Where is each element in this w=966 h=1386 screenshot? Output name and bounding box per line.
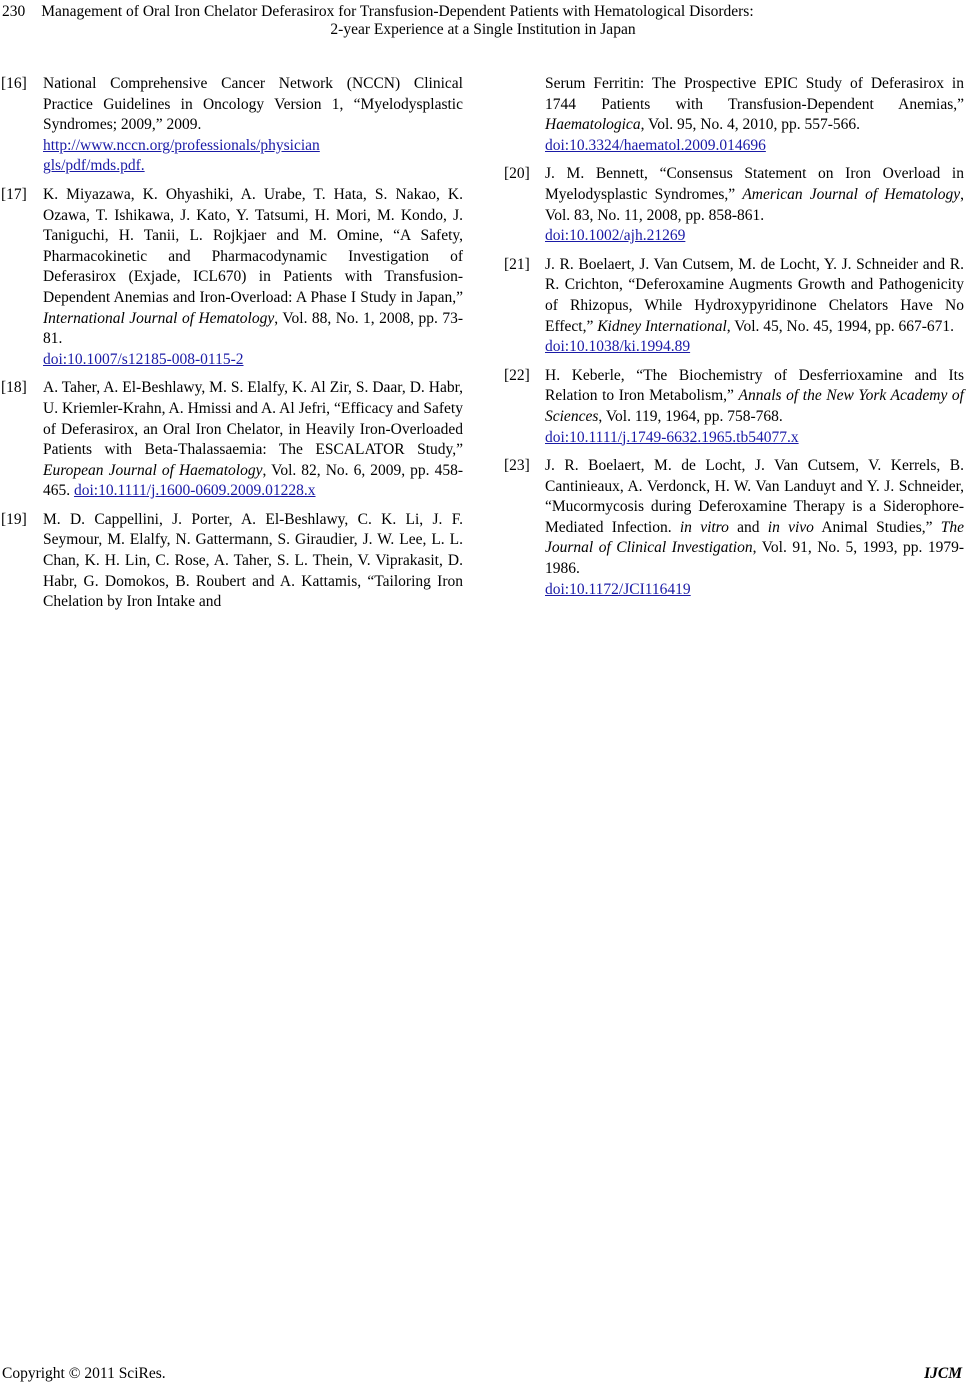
italic-term: in vivo — [767, 518, 814, 536]
journal-name: International Journal of Hematology — [43, 309, 275, 327]
running-title-line-2: 2-year Experience at a Single Institution in Japan — [330, 21, 636, 38]
reference-number: [16] — [1, 75, 27, 92]
right-column — [504, 74, 964, 608]
reference-text: A. Taher, A. El-Beshlawy, M. S. Elalfy, K. Al Zir, S. Daar, D. Habr, U. Kriemler-Krahn, A. Hmissi and A. Al Jefri, “Efficacy and Safety of Deferasirox, an Oral Iron Chelator, in Heavily Iron-Overloaded Patients with Beta-Thalassaemia: The ESCALATOR Study,” European Journal of Haematology, Vol. 82, No. 6, 2009, pp. 458-465. doi:10.1111/j.1600-0609.2009.01228.x — [43, 379, 464, 500]
reference-url-link[interactable]: http://www.nccn.org/professionals/physician — [43, 136, 320, 154]
reference-22 — [504, 366, 964, 448]
page-number: 230 — [2, 3, 26, 20]
reference-text: H. Keberle, “The Biochemistry of Desferrioxamine and Its Relation to Iron Metabolism,” Annals of the New York Academy of Sciences, Vol. 119, 1964, pp. 758-768. doi:10.1111/j.1749-6632.1965.tb54077.x — [545, 366, 964, 448]
reference-18 — [0, 378, 463, 502]
doi-link[interactable]: doi:10.1038/ki.1994.89 — [545, 338, 691, 356]
reference-number: [22] — [504, 366, 530, 384]
journal-name: Annals of the New York Academy of Sciences — [545, 387, 964, 425]
journal-name: The Journal of Clinical Investigation — [545, 518, 964, 557]
journal-name: Haematologica — [545, 116, 641, 134]
reference-19-continued — [504, 74, 964, 156]
reference-16 — [0, 74, 463, 177]
doi-link[interactable]: doi:10.1111/j.1749-6632.1965.tb54077.x — [545, 428, 799, 446]
reference-url-link-continued[interactable]: gls/pdf/mds.pdf. — [43, 157, 145, 175]
reference-text: J. R. Boelaert, M. de Locht, J. Van Cutsem, V. Kerrels, B. Cantinieaux, A. Verdonck, H. W. Van Landuyt and Y. J. Schneider, “Mucormycosis during Deferoxamine Therapy is a Siderophore-Mediated Infection. in vitro and in vivo Animal Studies,” The Journal of Clinical Investigation, Vol. 91, No. 5, 1993, pp. 1979-1986. doi:10.1172/JCI116419 — [545, 456, 964, 600]
left-column — [0, 74, 463, 621]
reference-number: [17] — [1, 185, 27, 203]
reference-20 — [504, 164, 964, 246]
reference-19 — [0, 510, 463, 613]
reference-text: National Comprehensive Cancer Network (NCCN) Clinical Practice Guidelines in Oncology Version 1, “Myelodysplastic Syndromes; 2009,” 2009. http://www.nccn.org/professionals/physician gls/pdf/mds.pdf. — [43, 74, 463, 177]
journal-abbreviation: IJCM — [924, 1365, 962, 1382]
reference-number: [21] — [504, 255, 530, 273]
reference-text: J. M. Bennett, “Consensus Statement on Iron Overload in Myelodysplastic Syndromes,” American Journal of Hematology, Vol. 83, No. 11, 2008, pp. 858-861. doi:10.1002/ajh.21269 — [545, 164, 964, 246]
reference-23 — [504, 456, 964, 600]
reference-text: J. R. Boelaert, J. Van Cutsem, M. de Locht, Y. J. Schneider and R. R. Crichton, “Deferoxamine Augments Growth and Pathogenicity of Rhizopus, While Hydroxypyridinone Chelators Have No Effect,” Kidney International, Vol. 45, No. 45, 1994, pp. 667-671. doi:10.1038/ki.1994.89 — [545, 255, 964, 358]
doi-link[interactable]: doi:10.1002/ajh.21269 — [545, 227, 686, 245]
reference-text: Serum Ferritin: The Prospective EPIC Study of Deferasirox in 1744 Patients with Transfusion-Dependent Anemias,” Haematologica, Vol. 95, No. 4, 2010, pp. 557-566. doi:10.3324/haematol.2009.014696 — [545, 74, 964, 156]
reference-text: M. D. Cappellini, J. Porter, A. El-Beshlawy, C. K. Li, J. F. Seymour, M. Elalfy, N. Gattermann, S. Giraudier, J. W. Lee, L. L. Chan, K. H. Lin, C. Rose, A. Taher, S. L. Thein, V. Viprakasit, D. Habr, G. Domokos, B. Roubert and A. Kattamis, “Tailoring Iron Chelation by Iron Intake and — [43, 510, 463, 611]
reference-17 — [0, 185, 463, 370]
journal-name: Kidney International — [597, 317, 727, 335]
journal-name: European Journal of Haematology — [43, 461, 263, 479]
reference-text: K. Miyazawa, K. Ohyashiki, A. Urabe, T. Hata, S. Nakao, K. Ozawa, T. Ishikawa, J. Kato, Y. Tatsumi, H. Mori, M. Kondo, J. Taniguchi, H. Tanii, L. Rojkjaer and M. Omine, “A Safety, Pharmacokinetic and Pharmacodynamic Investigation of Deferasirox (Exjade, ICL670) in Patients with Transfusion-Dependent Anemias and Iron-Overload: A Phase I Study in Japan,” International Journal of Hematology, Vol. 88, No. 1, 2008, pp. 73-81. doi:10.1007/s12185-008-0115-2 — [43, 185, 463, 370]
reference-number: [20] — [504, 165, 530, 183]
doi-link[interactable]: doi:10.1172/JCI116419 — [545, 580, 691, 598]
doi-link[interactable]: doi:10.1111/j.1600-0609.2009.01228.x — [74, 482, 316, 500]
italic-term: in vitro — [679, 518, 729, 536]
reference-number: [18] — [1, 379, 27, 397]
reference-21 — [504, 255, 964, 358]
journal-name: American Journal of Hematology — [742, 185, 961, 203]
doi-link[interactable]: doi:10.3324/haematol.2009.014696 — [545, 136, 766, 154]
doi-link[interactable]: doi:10.1007/s12185-008-0115-2 — [43, 350, 244, 368]
reference-number: [19] — [1, 510, 27, 528]
running-title-line-1: Management of Oral Iron Chelator Deferasirox for Transfusion-Dependent Patients with Hematological Disorders: — [41, 3, 754, 20]
copyright-notice: Copyright © 2011 SciRes. — [2, 1365, 166, 1382]
reference-number: [23] — [504, 457, 530, 475]
